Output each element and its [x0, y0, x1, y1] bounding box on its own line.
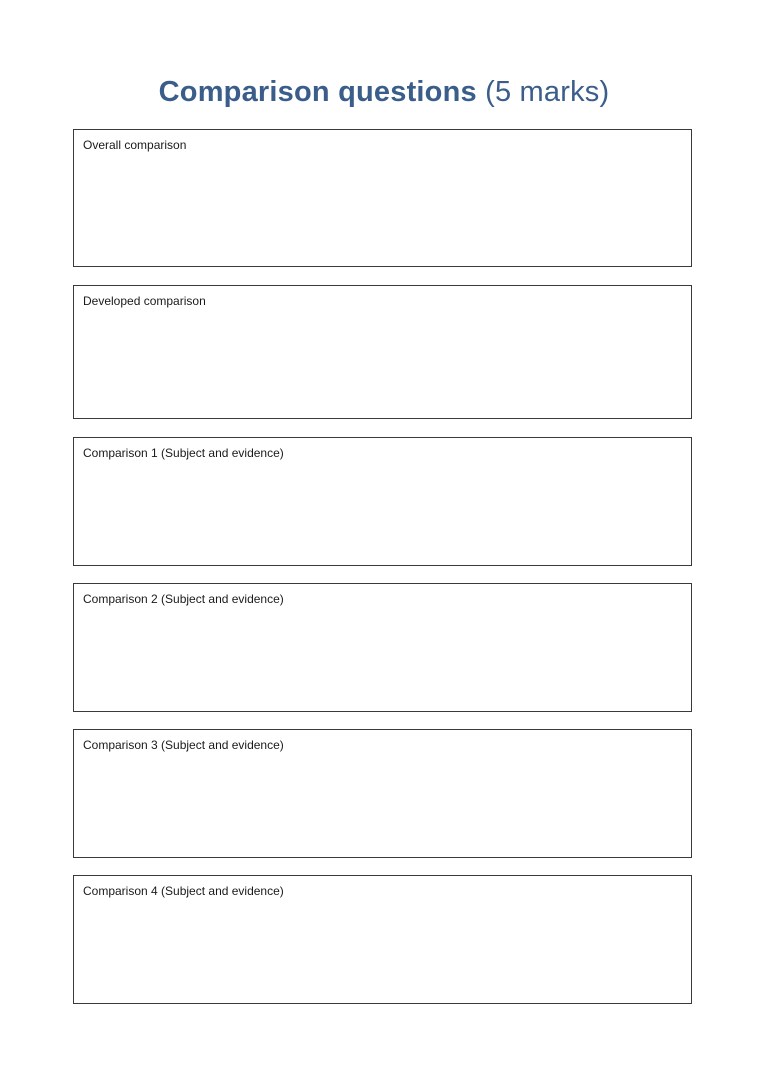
answer-box-developed-comparison[interactable] [73, 285, 692, 419]
title-marks: (5 marks) [485, 76, 610, 108]
title-main: Comparison questions [158, 76, 477, 108]
answer-box-comparison-4[interactable] [73, 875, 692, 1004]
box-label: Comparison 4 (Subject and evidence) [83, 884, 284, 898]
answer-box-comparison-3[interactable] [73, 729, 692, 858]
answer-box-overall-comparison[interactable] [73, 129, 692, 267]
box-label: Comparison 2 (Subject and evidence) [83, 592, 284, 606]
box-label: Overall comparison [83, 138, 187, 152]
box-label: Comparison 1 (Subject and evidence) [83, 446, 284, 460]
answer-box-comparison-1[interactable] [73, 437, 692, 566]
box-label: Developed comparison [83, 294, 206, 308]
page-title [0, 72, 768, 112]
box-label: Comparison 3 (Subject and evidence) [83, 738, 284, 752]
answer-box-comparison-2[interactable] [73, 583, 692, 712]
